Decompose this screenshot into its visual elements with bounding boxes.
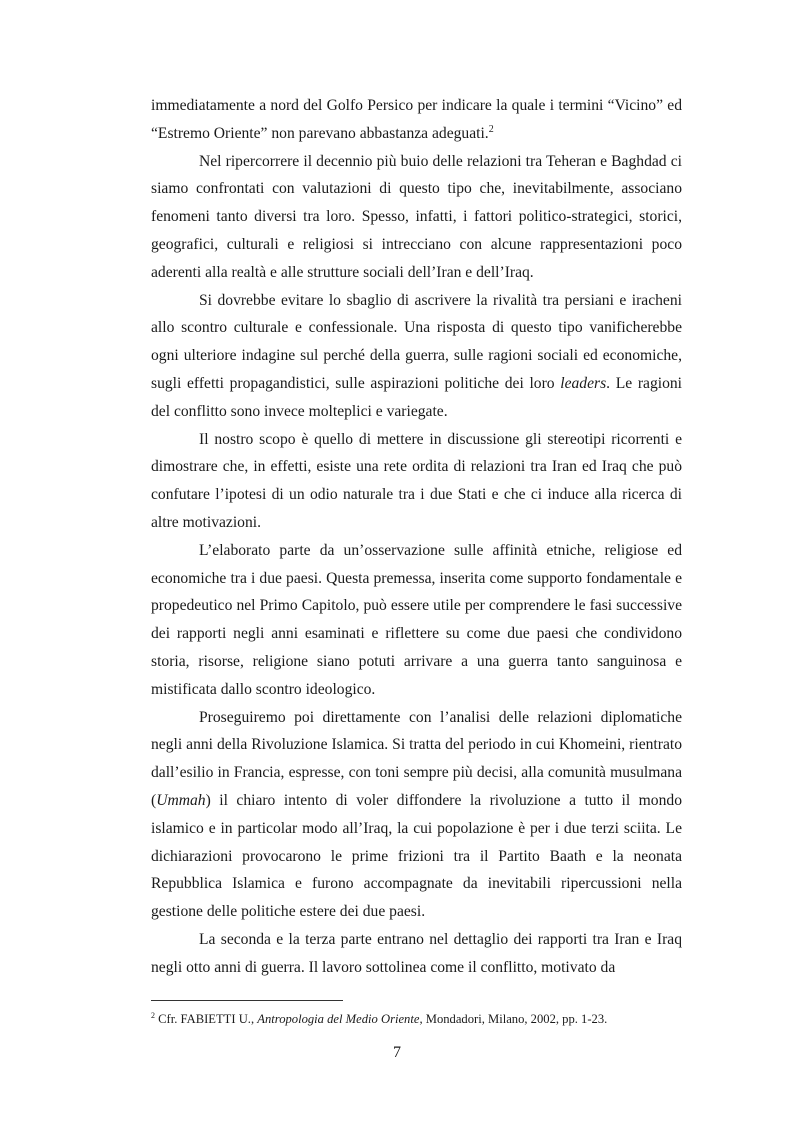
body-text [151, 92, 682, 982]
italic-run: leaders [560, 374, 607, 392]
paragraph [151, 926, 682, 982]
paragraph [151, 92, 682, 148]
text-run: . Le ragioni del conflitto sono invece molteplici e variegate. [151, 374, 683, 420]
text-run: La seconda e la terza parte entrano nel dettaglio dei rapporti tra Iran e Iraq negli otto anni di guerra. Il lavoro sottolinea come il conflitto, motivato da [151, 930, 682, 976]
paragraph [151, 426, 682, 537]
paragraph [151, 537, 682, 704]
text-run: ) il chiaro intento di voler diffondere la rivoluzione a tutto il mondo islamico e in particolar modo all’Iraq, la cui popolazione è per i due terzi sciita. Le dichiarazioni provocarono le prime frizioni tra il Partito Baath e la neonata Repubblica Islamica e furono accompagnate da inevitabili ripercussioni nella gestione delle politiche estere dei due paesi. [151, 791, 682, 921]
text-run: Mondadori, Milano, 2002, pp. 1-23. [422, 1012, 608, 1026]
page-number: 7 [393, 1044, 401, 1061]
italic-run: Antropologia del Medio Oriente, [257, 1012, 423, 1026]
paragraph [151, 287, 682, 426]
text-run: Proseguiremo poi direttamente con l’analisi delle relazioni diplomatiche negli anni della Rivoluzione Islamica. Si tratta del periodo in cui Khomeini, rientrato dall’esilio in Francia, espresse, con toni sempre più decisi, alla comunità musulmana ( [151, 708, 682, 809]
text-run: Cfr. FABIETTI U., [155, 1012, 258, 1026]
footnote [151, 1011, 711, 1027]
text-run: Si dovrebbe evitare lo sbaglio di ascrivere la rivalità tra persiani e iracheni allo scontro culturale e confessionale. Una risposta di questo tipo vanificherebbe ogni ulteriore indagine sul perché della guerra, sulle ragioni sociali ed economiche, sugli effetti propagandistici, sulle aspirazioni politiche dei loro [151, 291, 682, 392]
text-run: Nel ripercorrere il decennio più buio delle relazioni tra Teheran e Baghdad ci siamo confrontati con valutazioni di questo tipo che, inevitabilmente, associano fenomeni tanto diversi tra loro. Spesso, infatti, i fattori politico-strategici, storici, geografici, culturali e religiosi si intrecciano con alcune rappresentazioni poco aderenti alla realtà e alle strutture sociali dell’Iran e dell’Iraq. [151, 152, 682, 281]
text-run: immediatamente a nord del Golfo Persico per indicare la quale i termini “Vicino” ed “Estremo Oriente” non parevano abbastanza adeguati. [151, 97, 682, 142]
footnote-marker: 2 [151, 1011, 155, 1020]
paragraph [151, 148, 682, 287]
paragraph [151, 704, 682, 926]
italic-run: Ummah [156, 791, 206, 809]
footnote-separator [151, 1000, 343, 1001]
text-run: Il nostro scopo è quello di mettere in discussione gli stereotipi ricorrenti e dimostrare che, in effetti, esiste una rete ordita di relazioni tra Iran ed Iraq che può confutare l’ipotesi di un odio naturale tra i due Stati e che ci induce alla ricerca di altre motivazioni. [151, 430, 682, 531]
text-run: L’elaborato parte da un’osservazione sulle affinità etniche, religiose ed economiche tra i due paesi. Questa premessa, inserita come supporto fondamentale e propedeutico nel Primo Capitolo, può essere utile per comprendere le fasi successive dei rapporti negli anni esaminati e riflettere su come due paesi che condividono storia, risorse, religione siano potuti arrivare a una guerra tanto sanguinosa e mistificata dallo scontro ideologico. [151, 541, 682, 698]
footnote-reference: 2 [488, 123, 494, 135]
